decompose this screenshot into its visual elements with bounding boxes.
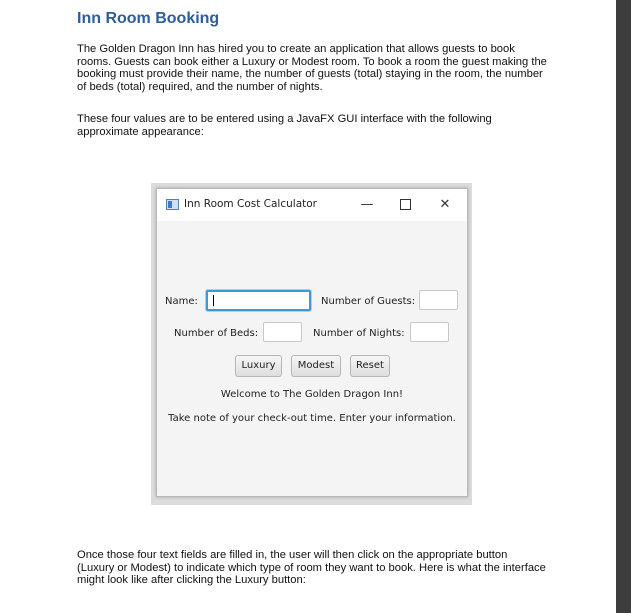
beds-field[interactable] (263, 322, 302, 342)
reset-button[interactable]: Reset (350, 355, 390, 377)
name-label: Name: (165, 296, 198, 307)
welcome-message: Welcome to The Golden Dragon Inn! (220, 389, 404, 400)
guests-field[interactable] (419, 290, 458, 310)
name-field[interactable] (206, 290, 311, 311)
app-icon (166, 199, 179, 210)
followup-paragraph: Once those four text fields are filled in, the user will then click on the appropriate button (Luxury or Modest) to indicate which type of room they want to book. Here is what the interface might look like after clicking the Luxury button: (77, 549, 546, 587)
gui-description-paragraph: These four values are to be entered using a JavaFX GUI interface with the following approximate appearance: (77, 113, 492, 138)
section-heading: Inn Room Booking (77, 10, 220, 27)
minimize-button[interactable]: — (360, 197, 374, 212)
beds-label: Number of Beds: (174, 328, 259, 339)
nights-label: Number of Nights: (313, 328, 405, 339)
maximize-button[interactable] (390, 193, 420, 217)
app-window (156, 188, 468, 497)
text-caret (213, 295, 214, 306)
modest-button[interactable]: Modest (291, 355, 341, 377)
window-title: Inn Room Cost Calculator (184, 198, 317, 210)
close-button[interactable]: ✕ (439, 197, 451, 212)
luxury-button[interactable]: Luxury (235, 355, 282, 377)
guests-label: Number of Guests: (321, 296, 416, 307)
intro-paragraph: The Golden Dragon Inn has hired you to create an application that allows guests to book rooms. Guests can book either a Luxury or Modest room. To book a room the guest making the booking must provide their name, the number of guests (total) staying in the room, the number of beds (total) required, and the number of nights. (77, 43, 547, 93)
maximize-icon (400, 199, 411, 210)
nights-field[interactable] (410, 322, 449, 342)
instruction-message: Take note of your check-out time. Enter your information. (168, 413, 456, 424)
viewer-scroll-gutter[interactable] (616, 0, 631, 613)
title-bar (157, 189, 467, 221)
